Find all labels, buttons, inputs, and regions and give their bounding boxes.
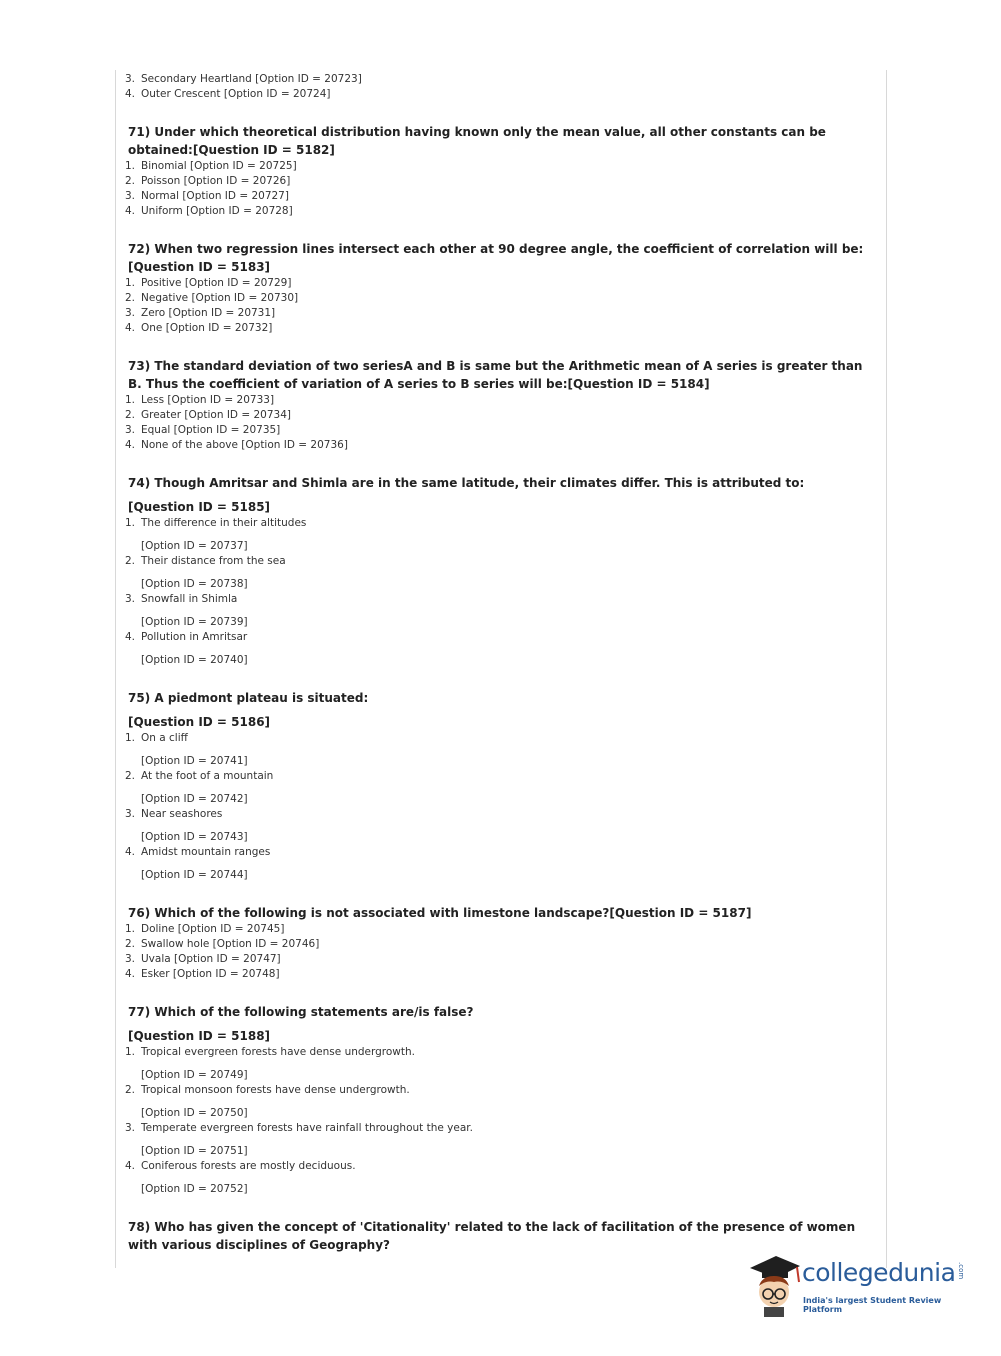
option-id: [Option ID = 20751] [141, 1145, 248, 1157]
question-77 [125, 1003, 875, 1197]
list-item: 1. Tropical evergreen forests have dense undergrowth. [Option ID = 20749] [125, 1045, 875, 1083]
list-item: 4. None of the above [Option ID = 20736] [125, 439, 348, 451]
list-item: 3. Normal [Option ID = 20727] [125, 190, 289, 202]
option-id: [Option ID = 20744] [141, 869, 248, 881]
question-76 [125, 904, 875, 982]
list-item: 2. Their distance from the sea [Option ID = 20738] [125, 554, 875, 592]
option-id: [Option ID = 20738] [141, 578, 248, 590]
question-title: 73) The standard deviation of two seriesA and B is same but the Arithmetic mean of A series is greater than B. Thus the coefficient of variation of A series to B series will be:[Question ID = 5184] [128, 359, 863, 391]
question-75 [125, 689, 875, 883]
list-item: 1. Positive [Option ID = 20729] [125, 277, 292, 289]
list-item: 3. Near seashores [Option ID = 20743] [125, 807, 875, 845]
list-item: 1. Binomial [Option ID = 20725] [125, 160, 297, 172]
list-item: 1. Less [Option ID = 20733] [125, 394, 275, 406]
list-item: 3. Uvala [Option ID = 20747] [125, 953, 281, 965]
option-id: [Option ID = 20740] [141, 654, 248, 666]
list-item: 2. Swallow hole [Option ID = 20746] [125, 938, 320, 950]
list-item: 3. Zero [Option ID = 20731] [125, 307, 276, 319]
options-list [125, 731, 875, 883]
question-id: [Question ID = 5188] [128, 1029, 271, 1043]
question-title: 71) Under which theoretical distribution having known only the mean value, all other constants can be obtained:[Question ID = 5182] [128, 125, 826, 157]
question-title: 75) A piedmont plateau is situated: [128, 691, 369, 705]
list-item: 1. Doline [Option ID = 20745] [125, 923, 285, 935]
option-id: [Option ID = 20741] [141, 755, 248, 767]
options-list [125, 516, 875, 668]
question-content [125, 70, 875, 1254]
list-item: 2. Poisson [Option ID = 20726] [125, 175, 291, 187]
question-74 [125, 474, 875, 668]
list-item: 4. Amidst mountain ranges [Option ID = 20744] [125, 845, 875, 883]
list-item: 4. Esker [Option ID = 20748] [125, 968, 280, 980]
question-title: 77) Which of the following statements are/is false? [128, 1005, 474, 1019]
list-item: 3. Equal [Option ID = 20735] [125, 424, 281, 436]
question-id: [Question ID = 5185] [128, 500, 271, 514]
logo-dotcom: .com [957, 1262, 965, 1280]
options-list [125, 1045, 875, 1197]
options-list [125, 922, 875, 982]
options-list [125, 393, 875, 453]
option-id: [Option ID = 20737] [141, 540, 248, 552]
collegedunia-logo[interactable] [742, 1250, 972, 1320]
list-item: 3. Secondary Heartland [Option ID = 20723] [125, 73, 362, 85]
list-item: 4. Pollution in Amritsar [Option ID = 20740] [125, 630, 875, 668]
list-item: 2. Negative [Option ID = 20730] [125, 292, 299, 304]
question-id: [Question ID = 5186] [128, 715, 271, 729]
question-title: 72) When two regression lines intersect each other at 90 degree angle, the coefficient of correlation will be:[Question ID = 5183] [128, 242, 864, 274]
logo-wordmark: collegedunia [802, 1258, 956, 1287]
list-item: 3. Temperate evergreen forests have rainfall throughout the year. [Option ID = 20751] [125, 1121, 875, 1159]
list-item: 3. Snowfall in Shimla [Option ID = 20739] [125, 592, 875, 630]
option-id: [Option ID = 20749] [141, 1069, 248, 1081]
list-item: 2. Greater [Option ID = 20734] [125, 409, 291, 421]
option-id: [Option ID = 20752] [141, 1183, 248, 1195]
question-78 [125, 1218, 875, 1254]
question-title: 74) Though Amritsar and Shimla are in the same latitude, their climates differ. This is attributed to: [128, 476, 805, 490]
list-item: 4. One [Option ID = 20732] [125, 322, 273, 334]
list-item: 2. Tropical monsoon forests have dense undergrowth. [Option ID = 20750] [125, 1083, 875, 1121]
question-73 [125, 357, 875, 453]
mascot-icon [742, 1250, 804, 1320]
list-item: 1. On a cliff [Option ID = 20741] [125, 731, 875, 769]
continued-options [125, 72, 875, 102]
question-title: 76) Which of the following is not associated with limestone landscape?[Question ID = 5187] [128, 906, 752, 920]
option-id: [Option ID = 20742] [141, 793, 248, 805]
option-id: [Option ID = 20739] [141, 616, 248, 628]
option-id: [Option ID = 20750] [141, 1107, 248, 1119]
options-list [125, 276, 875, 336]
option-id: [Option ID = 20743] [141, 831, 248, 843]
list-item: 4. Uniform [Option ID = 20728] [125, 205, 293, 217]
logo-tagline: India's largest Student Review Platform [803, 1296, 942, 1314]
question-72 [125, 240, 875, 336]
question-title: 78) Who has given the concept of 'Citationality' related to the lack of facilitation of the presence of women with various disciplines of Geography? [128, 1220, 856, 1252]
list-item: 2. At the foot of a mountain [Option ID = 20742] [125, 769, 875, 807]
list-item: 4. Coniferous forests are mostly deciduous. [Option ID = 20752] [125, 1159, 875, 1197]
options-list [125, 159, 875, 219]
question-71 [125, 123, 875, 219]
list-item: 4. Outer Crescent [Option ID = 20724] [125, 88, 331, 100]
list-item: 1. The difference in their altitudes [Option ID = 20737] [125, 516, 875, 554]
